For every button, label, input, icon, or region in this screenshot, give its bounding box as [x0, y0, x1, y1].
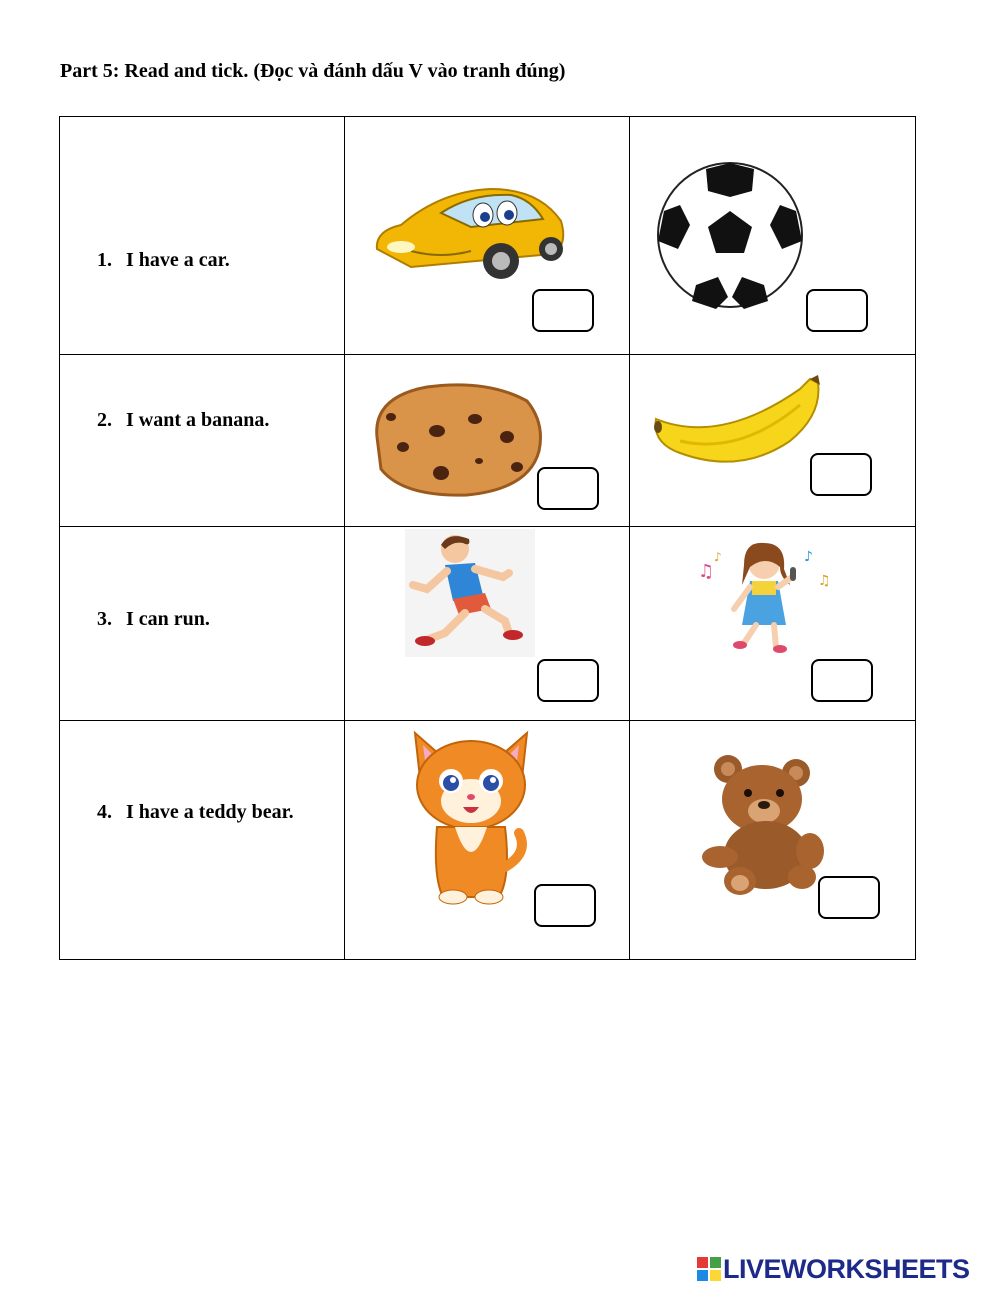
choice-cell	[630, 721, 916, 960]
question-cell	[60, 721, 345, 960]
question-cell	[60, 527, 345, 721]
question-text: 3. I can run.	[97, 608, 210, 630]
tick-box[interactable]	[818, 876, 880, 919]
svg-text:♪: ♪	[804, 549, 813, 565]
tick-box[interactable]	[537, 659, 599, 702]
kitten-image	[407, 727, 535, 905]
liveworksheets-logo	[697, 1254, 970, 1284]
choice-cell	[630, 117, 916, 355]
question-row	[60, 527, 916, 721]
choice-cell	[345, 355, 630, 527]
liveworksheets-logo-icon	[697, 1257, 721, 1281]
singing-girl-image	[694, 541, 834, 657]
tick-box[interactable]	[534, 884, 596, 927]
brand-name: LIVEWORKSHEETS	[723, 1253, 970, 1284]
tick-box[interactable]	[532, 289, 594, 332]
exercise-table	[59, 116, 916, 960]
choice-cell	[345, 527, 630, 721]
tick-box[interactable]	[806, 289, 868, 332]
question-text: 2. I want a banana.	[97, 409, 270, 431]
banana-image	[650, 375, 822, 467]
soccer-ball-image	[656, 161, 804, 309]
tick-box[interactable]	[810, 453, 872, 496]
svg-text:♫: ♫	[698, 561, 715, 582]
tick-box[interactable]	[811, 659, 873, 702]
question-cell	[60, 355, 345, 527]
question-text: 4. I have a teddy bear.	[97, 801, 294, 823]
question-cell	[60, 117, 345, 355]
choice-cell	[345, 117, 630, 355]
question-text: 1. I have a car.	[97, 249, 230, 271]
tick-box[interactable]	[537, 467, 599, 510]
choice-cell	[345, 721, 630, 960]
teddy-bear-image	[700, 755, 826, 895]
svg-text:♪: ♪	[714, 550, 722, 564]
car-image	[371, 181, 567, 285]
question-row	[60, 117, 916, 355]
question-row	[60, 721, 916, 960]
worksheet-title: Part 5: Read and tick. (Đọc và đánh dấu V vào tranh đúng)	[60, 60, 566, 82]
choice-cell	[630, 527, 916, 721]
cookie-image	[367, 377, 547, 501]
choice-cell	[630, 355, 916, 527]
question-row	[60, 355, 916, 527]
svg-text:♫: ♫	[818, 573, 831, 589]
running-boy-image	[405, 529, 535, 657]
